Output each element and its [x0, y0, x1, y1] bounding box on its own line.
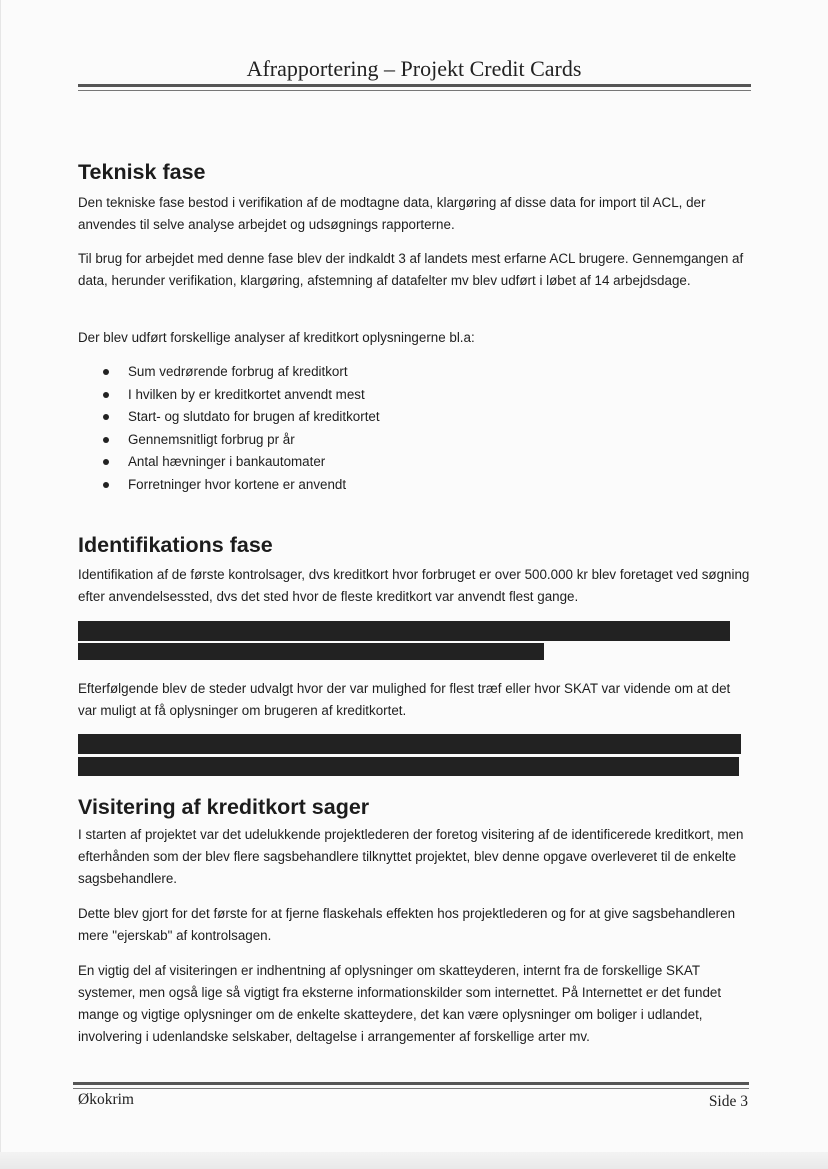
footer-organization: Økokrim	[78, 1091, 134, 1108]
list-item: Gennemsnitligt forbrug pr år	[78, 429, 380, 452]
paragraph: Til brug for arbejdet med denne fase blev der indkaldt 3 af landets mest erfarne ACL brugere. Gennemgangen af data, herunder verifikation, klargøring, afstemning af datafelter mv blev udført i løbet af 14 arbejdsdage.	[78, 251, 744, 288]
section-heading-identifikation: Identifikations fase	[78, 533, 273, 557]
header-rule	[78, 84, 751, 87]
paragraph: Identifikation af de første kontrolsager, dvs kreditkort hvor forbruget er over 500.000 kr blev foretaget ved søgning efter anvendelsessted, dvs det sted hvor de fleste kreditkort var anvendt flest gange.	[78, 567, 750, 604]
bullet-dot-icon	[103, 437, 109, 443]
redaction-bar	[78, 621, 730, 641]
list-item: Sum vedrørende forbrug af kreditkort	[78, 361, 380, 384]
bullet-dot-icon	[103, 482, 109, 488]
bullet-dot-icon	[103, 369, 109, 375]
footer-rule-thin	[73, 1088, 749, 1089]
analysis-bullet-list	[78, 361, 380, 497]
list-item: Antal hævninger i bankautomater	[78, 451, 380, 474]
list-item: Forretninger hvor kortene er anvendt	[78, 474, 380, 497]
paragraph: En vigtig del af visiteringen er indhentning af oplysninger om skatteyderen, internt fra de forskellige SKAT systemer, men også lige så vigtigt fra eksterne informationskilder som internettet. På Internettet er det fundet mange og vigtige oplysninger om de enkelte skatteydere, det kan være oplysninger om boliger i udlandet, involvering i udenlandske selskaber, deltagelse i arrangementer af forskellige arter mv.	[78, 963, 722, 1044]
paragraph: I starten af projektet var det udelukkende projektlederen der foretog visitering af de identificerede kreditkort, men efterhånden som der blev flere sagsbehandlere tilknyttet projektet, blev denne opgave overleveret til de enkelte sagsbehandlere.	[78, 827, 744, 886]
section-heading-visitering: Visitering af kreditkort sager	[78, 795, 370, 819]
bullet-dot-icon	[103, 392, 109, 398]
header-rule-thin	[78, 90, 751, 91]
redaction-bar	[78, 757, 739, 776]
paragraph: Efterfølgende blev de steder udvalgt hvor der var mulighed for flest træf eller hvor SKAT var vidende om at det var muligt at få oplysninger om brugeren af kreditkortet.	[78, 681, 731, 718]
bullet-dot-icon	[103, 414, 109, 420]
redaction-bar	[78, 643, 544, 660]
paragraph: Dette blev gjort for det første for at fjerne flaskehals effekten hos projektlederen og for at give sagsbehandleren mere "ejerskab" af kontrolsagen.	[78, 906, 736, 943]
redaction-bar	[78, 734, 741, 754]
bullet-dot-icon	[103, 459, 109, 465]
paragraph: Den tekniske fase bestod i verifikation af de modtagne data, klargøring af disse data for import til ACL, der anvendes til selve analyse arbejdet og udsøgnings rapporterne.	[78, 195, 706, 232]
paragraph: Der blev udført forskellige analyser af kreditkort oplysningerne bl.a:	[78, 330, 475, 345]
scan-edge-shadow	[0, 1152, 828, 1169]
section-heading-teknisk: Teknisk fase	[78, 160, 206, 184]
list-item: I hvilken by er kreditkortet anvendt mest	[78, 384, 380, 407]
list-item: Start- og slutdato for brugen af kreditkortet	[78, 406, 380, 429]
footer-rule	[73, 1082, 749, 1085]
page-header-title: Afrapportering – Projekt Credit Cards	[246, 56, 582, 81]
page-number: Side 3	[708, 1093, 748, 1110]
